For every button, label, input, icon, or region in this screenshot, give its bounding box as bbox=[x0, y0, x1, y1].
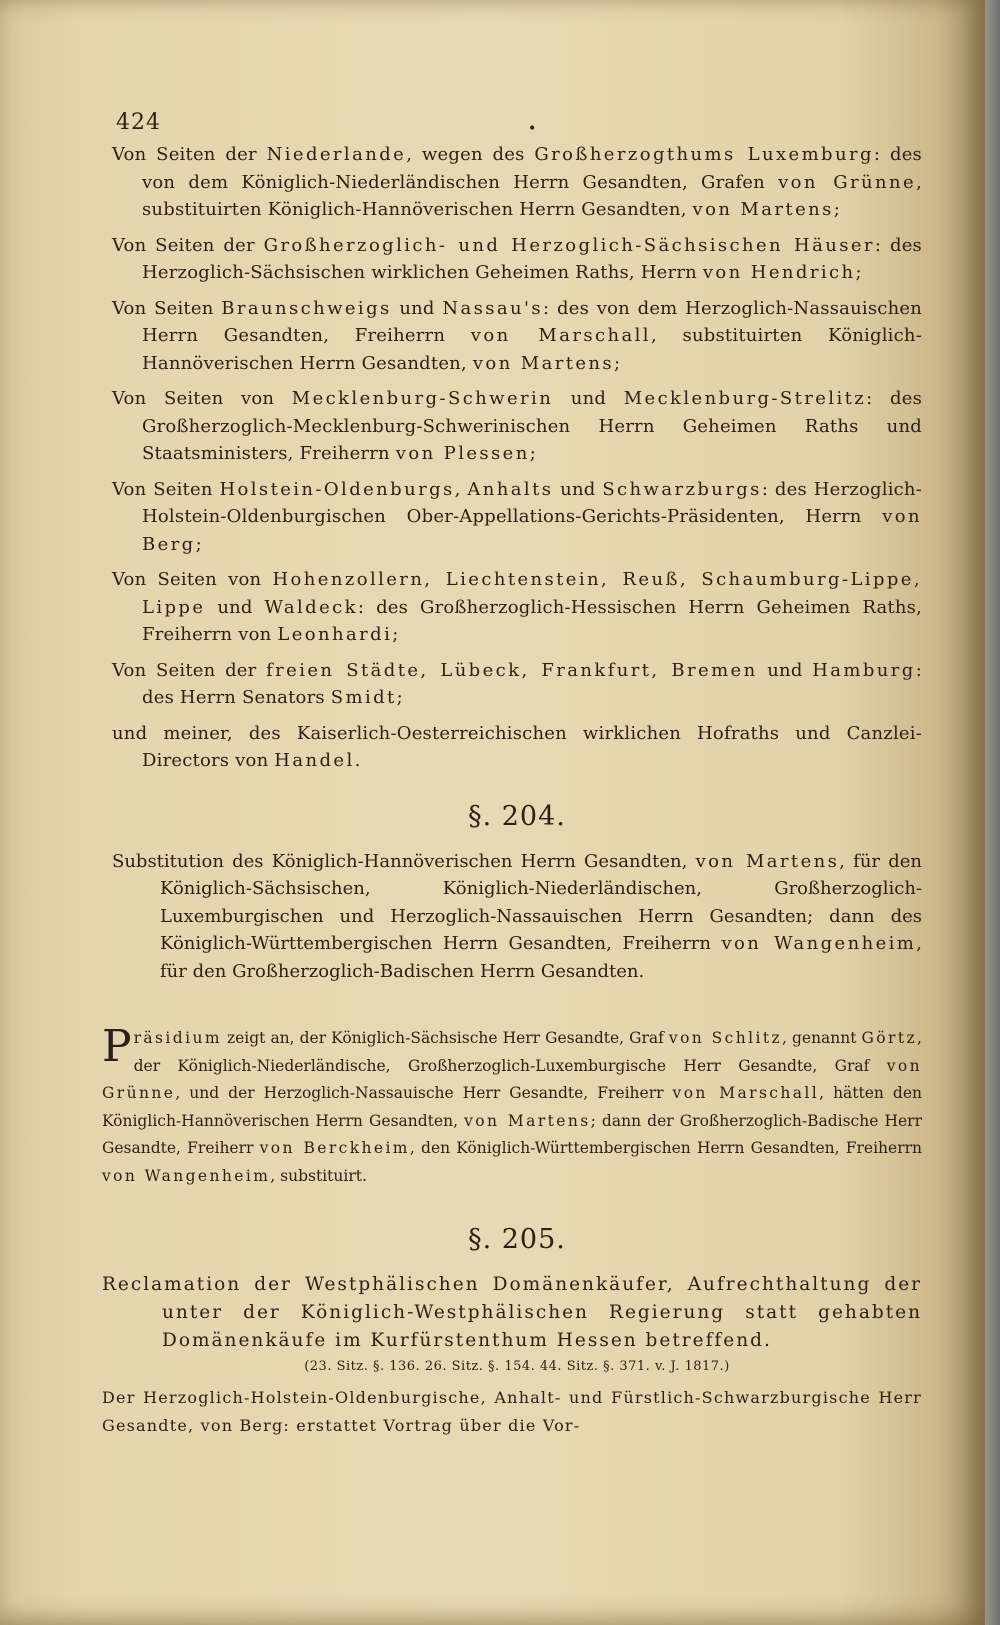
delegation-entry: Von Seiten Braunschweigs und Nassau's: des von dem Herzoglich-Nassauischen Herrn Gesandten, Freiherrn von Marschall, substituirten Königlich-Hannöverischen Herrn Gesandten, von Martens; bbox=[112, 297, 923, 374]
section-205-references: (23. Sitz. §. 136. 26. Sitz. §. 154. 44. Sitz. §. 371. v. J. 1817.) bbox=[304, 1359, 730, 1374]
section-205-heading: Reclamation der Westphälischen Domänenkäufer, Aufrechthaltung der unter der Königlich-Westphälischen Regierung statt gehabten Domänenkäufe im Kurfürstenthum Hessen betreffend. bbox=[102, 1274, 922, 1351]
final-line: und meiner, des Kaiserlich-Oesterreichischen wirklichen Hofraths und Canzlei-Directors von Handel. bbox=[112, 722, 922, 771]
delegation-entry: Von Seiten der freien Städte, Lübeck, Frankfurt, Bremen und Hamburg: des Herrn Senators Smidt; bbox=[112, 659, 922, 708]
scan-edge bbox=[985, 0, 1000, 1625]
delegation-list bbox=[112, 141, 922, 712]
page-number: 424 bbox=[116, 110, 161, 135]
delegation-entry: Von Seiten der Niederlande, wegen des Großherzogthums Luxemburg: des von dem Königlich-Niederländischen Herrn Gesandten, Grafen von Grünne, substituirten Königlich-Hannöverischen Herrn Gesandten, von Martens; bbox=[112, 144, 923, 220]
delegation-entry: Von Seiten Holstein-Oldenburgs, Anhalts und Schwarzburgs: des Herzoglich-Holstein-Oldenburgischen Ober-Appellations-Gerichts-Präsidenten, Herrn von Berg; bbox=[112, 478, 923, 555]
delegation-entry: Von Seiten von Hohenzollern, Liechtenstein, Reuß, Schaumburg-Lippe, Lippe und Waldeck: des Großherzoglich-Hessischen Herrn Geheimen Raths, Freiherrn von Leonhardi; bbox=[112, 569, 922, 645]
praesidium-paragraph: Präsidium zeigt an, der Königlich-Sächsische Herr Gesandte, Graf von Schlitz, genannt Görtz, der Königlich-Niederländische, Großherzoglich-Luxemburgische Herr Gesandte, Graf von Grünne, und der Herzoglich-Nassauische Herr Gesandte, Freiherr von Marschall, hätten den Königlich-Hannöverischen Herrn Gesandten, von Martens; dann der Großherzoglich-Badische Herr Gesandte, Freiherr von Berckheim, den Königlich-Württembergischen Herrn Gesandten, Freiherrn von Wangenheim, substituirt. bbox=[102, 1021, 923, 1185]
section-204-title: §. 204. bbox=[468, 800, 566, 832]
section-204-text: Substitution des Königlich-Hannöverischen Herrn Gesandten, von Martens, für den Königlich-Sächsischen, Königlich-Niederländischen, Großherzoglich-Luxemburgischen und Herzoglich-Nassauischen Herrn Gesandten; dann des Königlich-Württembergischen Herrn Gesandten, Freiherrn von Wangenheim, für den Großherzoglich-Badischen Herrn Gesandten. bbox=[112, 850, 923, 982]
section-205-title: §. 205. bbox=[468, 1224, 566, 1255]
section-205-paragraph: Der Herzoglich-Holstein-Oldenburgische, Anhalt- und Fürstlich-Schwarzburgische Herr Gesandte, von Berg: erstattet Vortrag über die Vor- bbox=[102, 1388, 922, 1435]
delegation-entry: Von Seiten der Großherzoglich- und Herzoglich-Sächsischen Häuser: des Herzoglich-Sächsischen wirklichen Geheimen Raths, Herrn von Hendrich; bbox=[112, 234, 922, 283]
page-text bbox=[102, 110, 923, 1440]
delegation-entry: Von Seiten von Mecklenburg-Schwerin und Mecklenburg-Strelitz: des Großherzoglich-Mecklenburg-Schwerinischen Herrn Geheimen Raths und Staatsministers, Freiherrn von Plessen; bbox=[112, 388, 923, 464]
print-dot: • bbox=[528, 121, 537, 137]
drop-cap: P bbox=[102, 1021, 132, 1072]
